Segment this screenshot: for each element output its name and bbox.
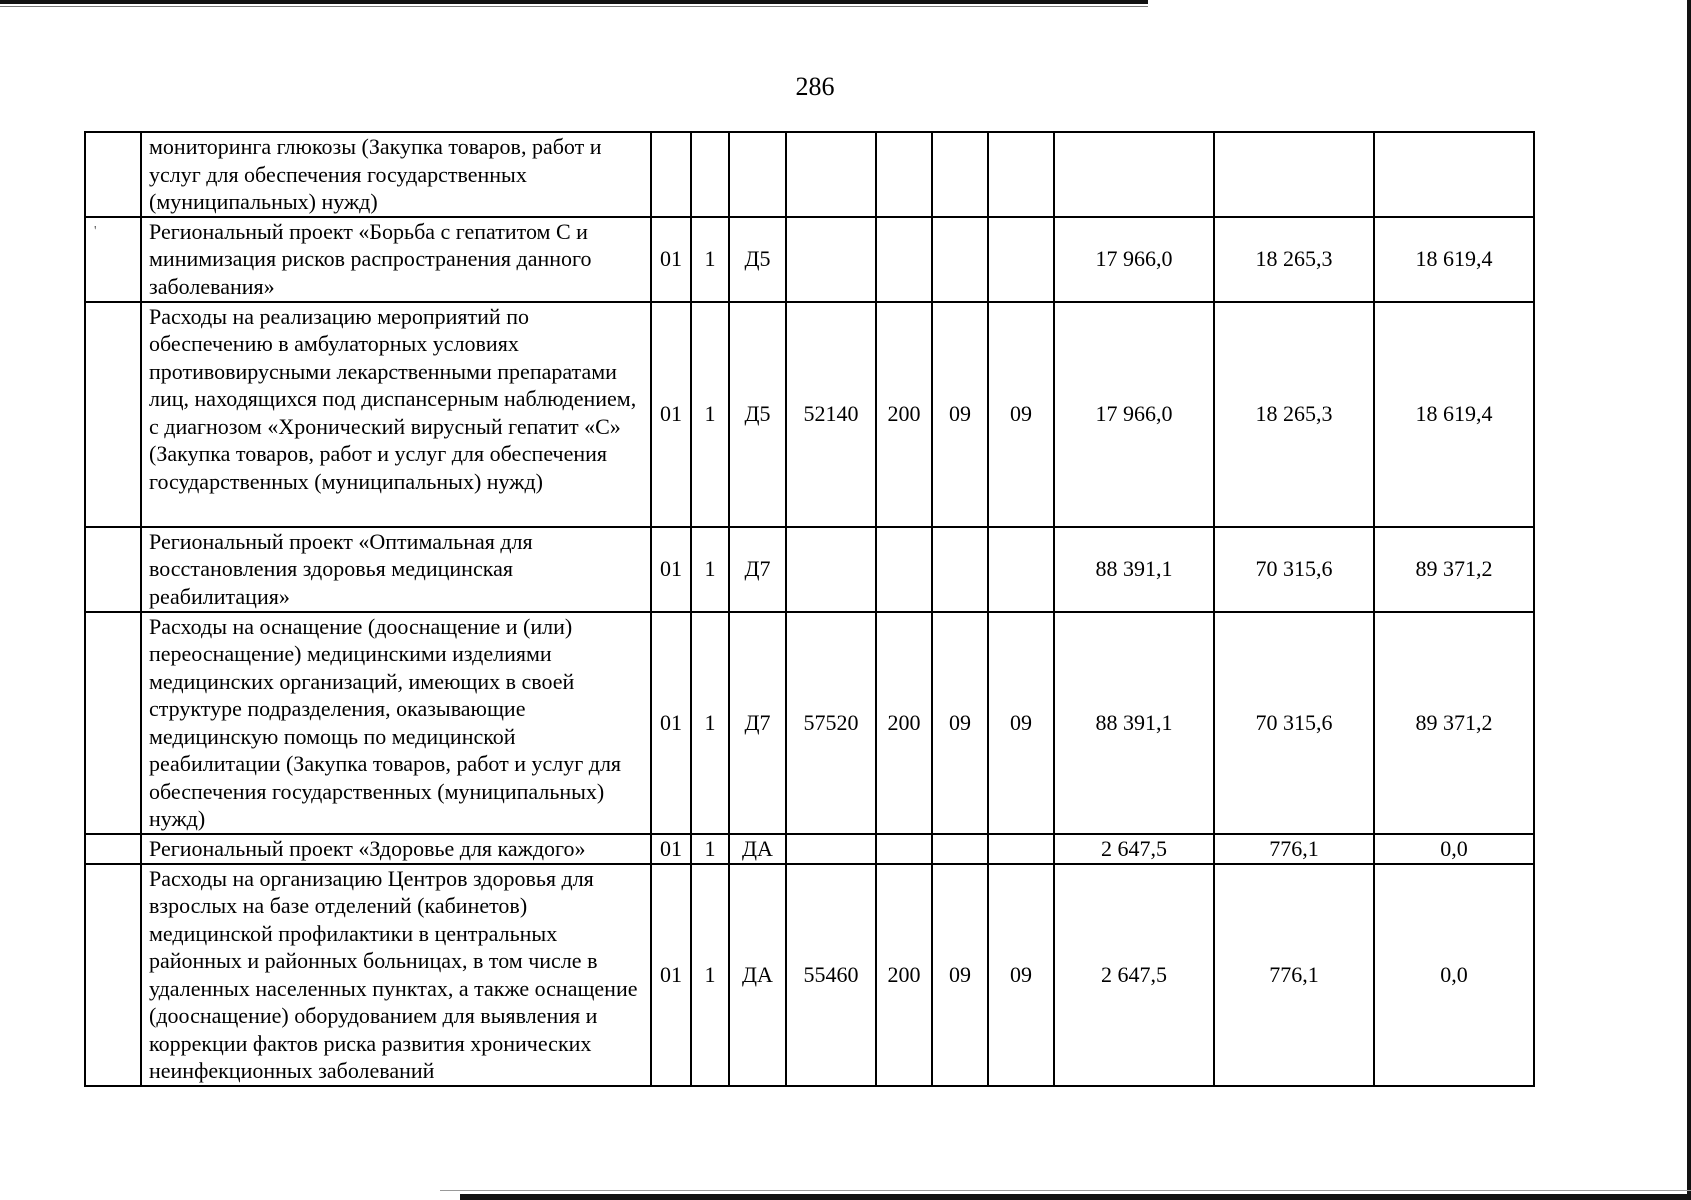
cell-expense-type: 200: [876, 302, 932, 527]
cell-section: 01: [651, 217, 691, 302]
cell-subprogram: 1: [691, 302, 729, 527]
scan-edge-top: [0, 0, 1148, 4]
table-row: [85, 834, 1534, 864]
cell-amount-year-3: [1374, 132, 1534, 217]
budget-table: [84, 131, 1535, 1087]
scan-edge-right: [1687, 0, 1691, 1200]
cell-project-code: Д7: [729, 527, 786, 612]
row-marker: [85, 132, 141, 217]
cell-direction-code: [786, 217, 876, 302]
cell-subsection: 09: [988, 612, 1054, 834]
cell-subsection: [988, 834, 1054, 864]
cell-amount-year-2: 776,1: [1214, 864, 1374, 1086]
cell-section: 01: [651, 864, 691, 1086]
row-description: Региональный проект «Оптимальная для восстановления здоровья медицинская реабилитация»: [141, 527, 651, 612]
table-row: [85, 217, 1534, 302]
cell-amount-year-1: 2 647,5: [1054, 864, 1214, 1086]
cell-subsection: [988, 217, 1054, 302]
row-description: Расходы на реализацию мероприятий по обеспечению в амбулаторных условиях противовирусными лекарственными препаратами лиц, находящихся под диспансерным наблюдением, с диагнозом «Хронический вирусный гепатит «С» (Закупка товаров, работ и услуг для обеспечения государственных (муниципальных) нужд): [141, 302, 651, 527]
cell-subprogram: [691, 132, 729, 217]
table-row: [85, 302, 1534, 527]
cell-amount-year-3: 18 619,4: [1374, 217, 1534, 302]
cell-subprogram: 1: [691, 834, 729, 864]
cell-section: 01: [651, 612, 691, 834]
cell-amount-year-2: 18 265,3: [1214, 217, 1374, 302]
row-marker: [85, 864, 141, 1086]
scan-edge-bottom-thin: [440, 1190, 1691, 1191]
cell-amount-year-1: 17 966,0: [1054, 302, 1214, 527]
table-row: [85, 864, 1534, 1086]
row-description: Региональный проект «Здоровье для каждого»: [141, 834, 651, 864]
cell-direction-code: 55460: [786, 864, 876, 1086]
table-row: [85, 527, 1534, 612]
cell-amount-year-3: 0,0: [1374, 864, 1534, 1086]
row-marker: [85, 834, 141, 864]
cell-amount-year-3: 89 371,2: [1374, 527, 1534, 612]
cell-section: 01: [651, 834, 691, 864]
row-marker: ': [85, 217, 141, 302]
cell-expense-type: [876, 527, 932, 612]
cell-section: 01: [651, 302, 691, 527]
cell-subprogram: 1: [691, 217, 729, 302]
cell-amount-year-2: 776,1: [1214, 834, 1374, 864]
row-description: мониторинга глюкозы (Закупка товаров, работ и услуг для обеспечения государственных (муниципальных) нужд): [141, 132, 651, 217]
row-marker: [85, 612, 141, 834]
scan-edge-top-thin: [0, 6, 1148, 7]
cell-subsection: 09: [988, 864, 1054, 1086]
cell-project-code: Д7: [729, 612, 786, 834]
table-row: [85, 132, 1534, 217]
cell-project-code: [729, 132, 786, 217]
cell-subsection: 09: [988, 302, 1054, 527]
row-marker: [85, 302, 141, 527]
scan-edge-bottom: [460, 1194, 1691, 1200]
cell-direction-code: [786, 527, 876, 612]
table-row: [85, 612, 1534, 834]
cell-subsection: [988, 527, 1054, 612]
cell-project-code: ДА: [729, 834, 786, 864]
cell-amount-year-2: [1214, 132, 1374, 217]
cell-section: 01: [651, 527, 691, 612]
cell-direction-code: [786, 834, 876, 864]
cell-chapter: [932, 132, 988, 217]
cell-amount-year-2: 70 315,6: [1214, 612, 1374, 834]
cell-amount-year-3: 89 371,2: [1374, 612, 1534, 834]
cell-amount-year-3: 18 619,4: [1374, 302, 1534, 527]
row-description: Региональный проект «Борьба с гепатитом С и минимизация рисков распространения данного заболевания»: [141, 217, 651, 302]
row-marker: [85, 527, 141, 612]
row-description: Расходы на организацию Центров здоровья для взрослых на базе отделений (кабинетов) медицинской профилактики в центральных районных и районных больницах, в том числе в удаленных населенных пунктах, а также оснащение (дооснащение) оборудованием для выявления и коррекции фактов риска развития хронических неинфекционных заболеваний: [141, 864, 651, 1086]
cell-subprogram: 1: [691, 612, 729, 834]
page-number: 286: [795, 72, 835, 101]
cell-subprogram: 1: [691, 527, 729, 612]
cell-amount-year-1: 2 647,5: [1054, 834, 1214, 864]
cell-project-code: Д5: [729, 217, 786, 302]
cell-expense-type: [876, 217, 932, 302]
cell-expense-type: [876, 132, 932, 217]
cell-chapter: [932, 527, 988, 612]
cell-project-code: Д5: [729, 302, 786, 527]
cell-section: [651, 132, 691, 217]
cell-chapter: 09: [932, 864, 988, 1086]
cell-chapter: 09: [932, 612, 988, 834]
cell-amount-year-1: 17 966,0: [1054, 217, 1214, 302]
cell-amount-year-2: 18 265,3: [1214, 302, 1374, 527]
row-description: Расходы на оснащение (дооснащение и (или) переоснащение) медицинскими изделиями медицинских организаций, имеющих в своей структуре подразделения, оказывающие медицинскую помощь по медицинской реабилитации (Закупка товаров, работ и услуг для обеспечения государственных (муниципальных) нужд): [141, 612, 651, 834]
cell-expense-type: 200: [876, 864, 932, 1086]
cell-amount-year-1: [1054, 132, 1214, 217]
cell-direction-code: 57520: [786, 612, 876, 834]
cell-chapter: [932, 834, 988, 864]
cell-chapter: [932, 217, 988, 302]
cell-subprogram: 1: [691, 864, 729, 1086]
cell-expense-type: 200: [876, 612, 932, 834]
cell-amount-year-1: 88 391,1: [1054, 527, 1214, 612]
cell-project-code: ДА: [729, 864, 786, 1086]
cell-subsection: [988, 132, 1054, 217]
cell-chapter: 09: [932, 302, 988, 527]
cell-direction-code: [786, 132, 876, 217]
cell-amount-year-2: 70 315,6: [1214, 527, 1374, 612]
cell-expense-type: [876, 834, 932, 864]
cell-direction-code: 52140: [786, 302, 876, 527]
cell-amount-year-3: 0,0: [1374, 834, 1534, 864]
cell-amount-year-1: 88 391,1: [1054, 612, 1214, 834]
